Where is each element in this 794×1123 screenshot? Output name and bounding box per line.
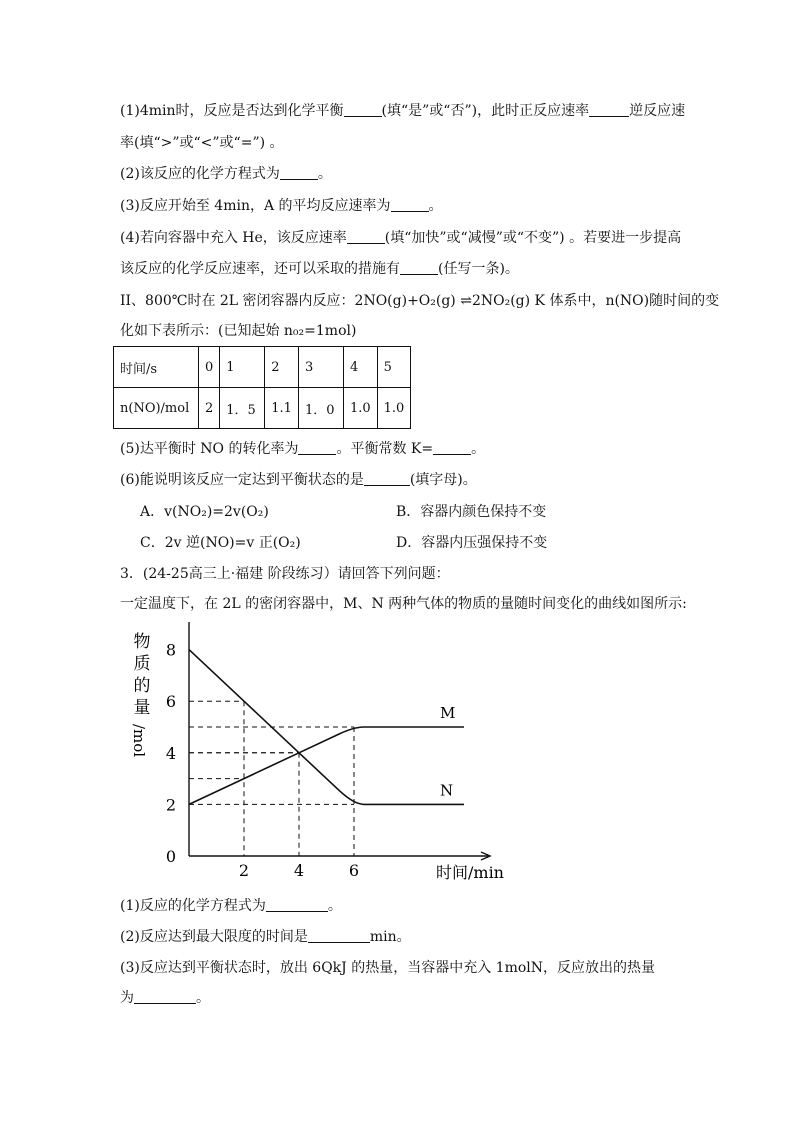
q3-3-text-a: (3)反应达到平衡状态时，放出 6QkJ 的热量，当容器中充入 1molN，反应放出的热量: [120, 960, 655, 976]
part2-intro-1: [120, 292, 719, 310]
series-label-n: N: [440, 781, 454, 800]
table-row: [114, 347, 411, 388]
table-cell: 1．5: [220, 388, 265, 429]
q3-line: [120, 197, 443, 215]
answer-blank[interactable]: [400, 260, 438, 275]
series-label-m: M: [440, 704, 456, 722]
table-cell: 3: [298, 347, 343, 388]
answer-blank[interactable]: [308, 928, 370, 943]
chart-tick-labels: [166, 641, 359, 880]
no-amount-table: [113, 346, 411, 429]
q6-text-a: (6)能说明该反应一定达到平衡状态的是: [120, 472, 364, 488]
answer-blank[interactable]: [344, 102, 382, 117]
y-tick-label: 8: [165, 640, 177, 660]
answer-blank[interactable]: [280, 165, 318, 180]
x-tick-label: 2: [238, 861, 250, 880]
option-c[interactable]: C．2v 逆(NO)=v 正(O₂): [140, 535, 301, 551]
x-tick-label: 4: [293, 861, 305, 880]
table-cell: 1.1: [265, 388, 299, 429]
q3-2-line: [120, 928, 411, 946]
y-tick-label: 4: [165, 743, 177, 763]
q4-text-d: (任写一条)。: [438, 261, 519, 277]
q3-1-line: [120, 897, 342, 915]
q2-line: [120, 165, 332, 183]
q3-2-text-b: min。: [369, 929, 411, 945]
q4-text-a: (4)若向容器中充入 He，该反应速率: [120, 230, 347, 246]
question-3-title: [120, 565, 450, 583]
amount-time-chart: [118, 622, 538, 884]
q3-3-line-1: [120, 959, 655, 977]
table-cell: 时间/s: [114, 347, 199, 388]
q5-line: [120, 440, 485, 458]
q6-line: [120, 471, 477, 489]
chart-axes: [185, 622, 490, 860]
q2-text-a: (2)该反应的化学方程式为: [120, 166, 280, 182]
q4-line-2: [120, 260, 519, 278]
question-3-text: 3．(24-25高三上·福建 阶段练习）请回答下列问题：: [120, 566, 450, 582]
y-axis-title-char: 的: [133, 676, 151, 696]
y-axis-title-char: 量: [133, 698, 151, 718]
q4-line-1: [120, 229, 681, 247]
q3-text-a: (3)反应开始至 4min，A 的平均反应速率为: [120, 198, 391, 214]
part2-intro-2: [120, 322, 356, 340]
q3-1-text-b: 。: [327, 898, 342, 914]
table-row: [114, 388, 411, 429]
answer-blank[interactable]: [391, 197, 429, 212]
q4-text-b: (填“加快”或“减慢”或“不变”) 。若要进一步提高: [384, 230, 682, 246]
q5-text-b: 。平衡常数 K=: [336, 441, 434, 457]
table-cell: 1．0: [298, 388, 343, 429]
question-3-intro-text: 一定温度下，在 2L 的密闭容器中，M、N 两种气体的物质的量随时间变化的曲线如图所示:: [120, 596, 687, 612]
question-3-intro: [120, 595, 687, 613]
table-cell: 5: [377, 347, 411, 388]
y-axis-title-char: 质: [133, 654, 151, 674]
q1-line-1: [120, 102, 685, 120]
q3-text-b: 。: [428, 198, 443, 214]
q6-text-b: (填字母)。: [409, 472, 477, 488]
table-cell: 1.0: [377, 388, 411, 429]
answer-blank[interactable]: [347, 229, 385, 244]
q5-text-c: 。: [471, 441, 486, 457]
option-d[interactable]: D．容器内压强保持不变: [396, 535, 548, 551]
q2-text-b: 。: [317, 166, 332, 182]
option-a[interactable]: A．v(NO₂)=2v(O₂): [140, 504, 269, 520]
answer-blank[interactable]: [266, 897, 328, 912]
y-axis-title-char: /mol: [130, 724, 148, 758]
table-cell: 0: [199, 347, 220, 388]
x-axis-title: 时间/min: [436, 863, 504, 882]
y-tick-label: 0: [165, 847, 177, 866]
table-cell: 1.0: [343, 388, 377, 429]
y-axis-title: [130, 632, 151, 757]
table-cell: 1: [220, 347, 265, 388]
q1-text-b: (填“是”或“否”)，此时正反应速率: [381, 103, 590, 119]
chart-guides: [189, 701, 354, 856]
answer-blank[interactable]: [589, 102, 629, 117]
q3-1-text-a: (1)反应的化学方程式为: [120, 898, 266, 914]
q3-2-text-a: (2)反应达到最大限度的时间是: [120, 929, 308, 945]
part2-text-a: II、800℃时在 2L 密闭容器内反应：2NO(g)+O₂(g) ⇌2NO₂(g) K 体系中，n(NO)随时间的变: [120, 293, 720, 309]
q1-text-d: 率(填“>”或“<”或“=”) 。: [120, 135, 284, 151]
table-cell: 2: [265, 347, 299, 388]
answer-blank[interactable]: [298, 440, 336, 455]
q1-text-c: 逆反应速: [629, 103, 686, 119]
answer-blank[interactable]: [433, 440, 471, 455]
x-tick-label: 6: [348, 861, 360, 880]
table-cell: 2: [199, 388, 220, 429]
answer-blank[interactable]: [134, 989, 196, 1004]
series-line-m: [189, 727, 464, 804]
q5-text-a: (5)达平衡时 NO 的转化率为: [120, 441, 299, 457]
part2-text-b: 化如下表所示：(已知起始 n₀₂=1mol): [120, 323, 357, 339]
y-axis-title-char: 物: [133, 632, 151, 652]
q1-line-2: [120, 134, 284, 152]
y-tick-label: 6: [165, 692, 177, 712]
q3-3-text-c: 。: [196, 990, 210, 1006]
q1-text-a: (1)4min时，反应是否达到化学平衡: [120, 103, 344, 119]
q4-text-c: 该反应的化学反应速率，还可以采取的措施有: [120, 261, 400, 277]
option-b[interactable]: B．容器内颜色保持不变: [396, 504, 547, 520]
q3-3-line-2: [120, 989, 210, 1007]
table-cell: n(NO)/mol: [114, 388, 199, 429]
y-tick-label: 2: [165, 795, 177, 815]
table-cell: 4: [343, 347, 377, 388]
q3-3-text-b: 为: [120, 990, 134, 1006]
answer-blank[interactable]: [364, 471, 410, 486]
